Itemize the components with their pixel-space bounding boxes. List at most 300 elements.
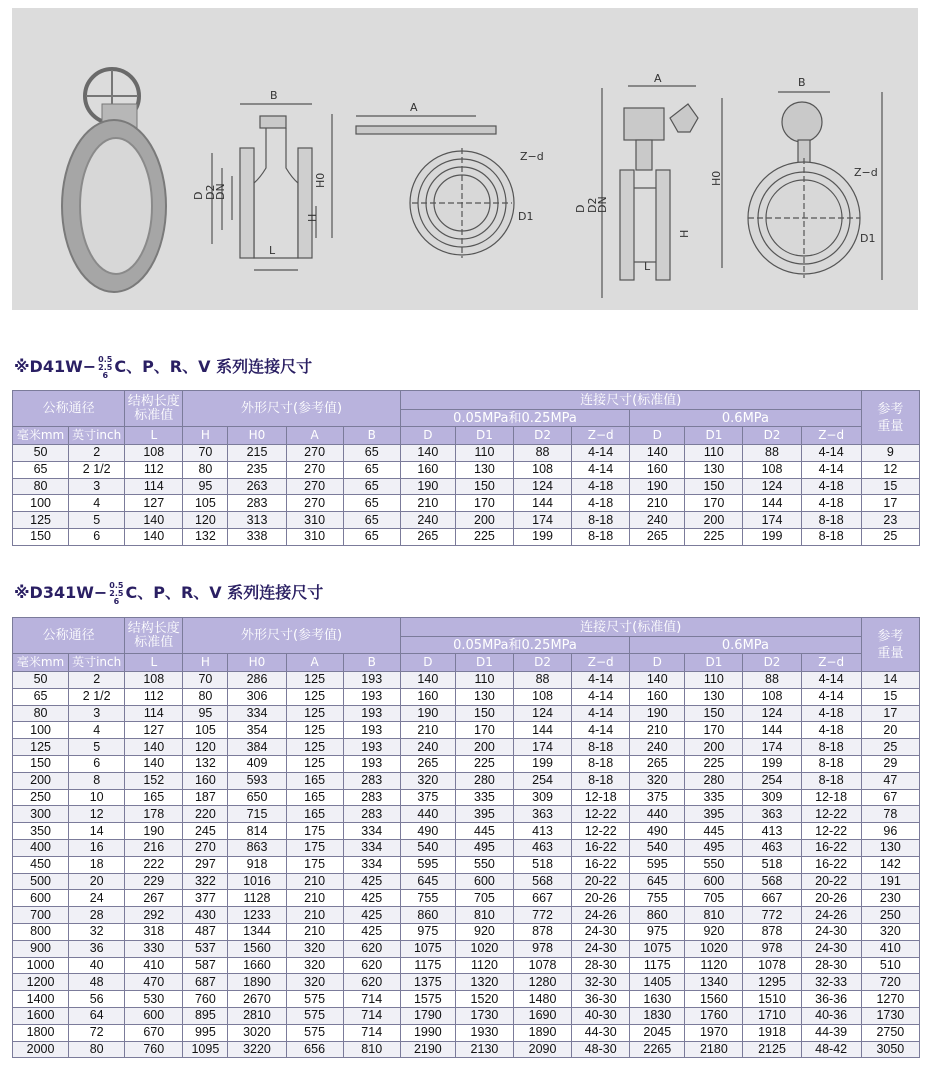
- table-cell: 620: [343, 940, 400, 957]
- header-row-1: [13, 618, 920, 637]
- table-cell: 200: [455, 739, 513, 756]
- table-cell: 70: [183, 445, 228, 462]
- table-cell: 895: [183, 1007, 228, 1024]
- table-cell: 32: [69, 923, 125, 940]
- table-cell: 88: [514, 445, 572, 462]
- table-cell: 144: [743, 495, 801, 512]
- table-cell: 463: [743, 839, 801, 856]
- table-cell: 78: [861, 806, 919, 823]
- table-cell: 20-22: [572, 873, 630, 890]
- table-cell: 363: [743, 806, 801, 823]
- dim-label-h: H: [306, 213, 319, 222]
- table-cell: 2 1/2: [69, 688, 125, 705]
- table-row: [13, 495, 920, 512]
- table-cell: 283: [343, 789, 400, 806]
- table-cell: 174: [743, 512, 801, 529]
- table-cell: 170: [455, 722, 513, 739]
- table-cell: 130: [861, 839, 919, 856]
- table-cell: 32-33: [801, 974, 861, 991]
- table-row: [13, 823, 920, 840]
- table-cell: 540: [630, 839, 685, 856]
- table-cell: 354: [228, 722, 286, 739]
- table-cell: 2670: [228, 991, 286, 1008]
- table-row: [13, 772, 920, 789]
- table-cell: 190: [125, 823, 183, 840]
- table-cell: 318: [125, 923, 183, 940]
- table-row: [13, 907, 920, 924]
- table-cell: 863: [228, 839, 286, 856]
- table-cell: 537: [183, 940, 228, 957]
- header-pressure-low: 0.05MPa和0.25MPa: [400, 410, 629, 427]
- table-cell: 1344: [228, 923, 286, 940]
- table-cell: 687: [183, 974, 228, 991]
- header-col-d: D: [630, 427, 685, 445]
- table-cell: 16-22: [572, 839, 630, 856]
- table-cell: 1560: [228, 940, 286, 957]
- table-cell: 174: [743, 739, 801, 756]
- table-row: [13, 957, 920, 974]
- table-cell: 40-36: [801, 1007, 861, 1024]
- table-cell: 920: [455, 923, 513, 940]
- table-cell: 334: [343, 856, 400, 873]
- table-cell: 16-22: [801, 856, 861, 873]
- table-cell: 144: [514, 722, 572, 739]
- table-cell: 310: [286, 528, 343, 545]
- table-cell: 165: [286, 806, 343, 823]
- table-cell: 160: [400, 461, 455, 478]
- table-cell: 199: [743, 528, 801, 545]
- table-cell: 600: [13, 890, 69, 907]
- table-cell: 199: [514, 755, 572, 772]
- table-cell: 1128: [228, 890, 286, 907]
- table-cell: 130: [455, 461, 513, 478]
- table-cell: 1730: [861, 1007, 919, 1024]
- header-col-zd: Z−d: [801, 427, 861, 445]
- header-row-3: [13, 427, 920, 445]
- table-cell: 220: [183, 806, 228, 823]
- table-row: [13, 839, 920, 856]
- table-cell: 265: [400, 528, 455, 545]
- table-cell: 199: [743, 755, 801, 772]
- pressure-fraction: 0.5 2.5 6: [109, 580, 124, 606]
- table-cell: 270: [286, 461, 343, 478]
- table-cell: 114: [125, 478, 183, 495]
- table-cell: 283: [343, 772, 400, 789]
- table-cell: 108: [514, 461, 572, 478]
- table-cell: 1560: [685, 991, 743, 1008]
- table-row: [13, 445, 920, 462]
- table-cell: 210: [286, 907, 343, 924]
- table-cell: 568: [743, 873, 801, 890]
- table-cell: 65: [343, 512, 400, 529]
- table-cell: 540: [400, 839, 455, 856]
- table-cell: 2: [69, 672, 125, 689]
- table-cell: 335: [455, 789, 513, 806]
- table-cell: 20-26: [572, 890, 630, 907]
- header-col-h0: H0: [228, 427, 286, 445]
- table-row: [13, 974, 920, 991]
- table-cell: 229: [125, 873, 183, 890]
- table-cell: 1280: [514, 974, 572, 991]
- table-cell: 142: [861, 856, 919, 873]
- table-cell: 4-18: [572, 478, 630, 495]
- table-row: [13, 873, 920, 890]
- table-cell: 96: [861, 823, 919, 840]
- table-cell: 410: [861, 940, 919, 957]
- table-cell: 1630: [630, 991, 685, 1008]
- table-cell: 5: [69, 739, 125, 756]
- table-cell: 3220: [228, 1041, 286, 1058]
- table-cell: 170: [685, 722, 743, 739]
- table-cell: 2180: [685, 1041, 743, 1058]
- table-cell: 120: [183, 512, 228, 529]
- table-cell: 65: [343, 528, 400, 545]
- dim-label-l: L: [269, 244, 276, 257]
- table-cell: 250: [861, 907, 919, 924]
- table-cell: 1400: [13, 991, 69, 1008]
- table-cell: 235: [228, 461, 286, 478]
- table-cell: 8-18: [801, 772, 861, 789]
- table-cell: 1175: [630, 957, 685, 974]
- table-cell: 1233: [228, 907, 286, 924]
- dim-label-l-2: L: [644, 260, 651, 273]
- table-cell: 1120: [685, 957, 743, 974]
- table-cell: 80: [183, 688, 228, 705]
- table-cell: 4-14: [801, 445, 861, 462]
- table-cell: 4-14: [801, 672, 861, 689]
- table-cell: 124: [743, 478, 801, 495]
- table-cell: 48-42: [801, 1041, 861, 1058]
- table-cell: 3050: [861, 1041, 919, 1058]
- table-cell: 193: [343, 755, 400, 772]
- table-cell: 125: [286, 739, 343, 756]
- table-cell: 125: [286, 688, 343, 705]
- table-cell: 24-26: [572, 907, 630, 924]
- table-cell: 12-18: [801, 789, 861, 806]
- table-cell: 4-14: [801, 461, 861, 478]
- table-row: [13, 923, 920, 940]
- table-cell: 28: [69, 907, 125, 924]
- table-cell: 292: [125, 907, 183, 924]
- header-col-a: A: [286, 654, 343, 672]
- table-cell: 88: [743, 672, 801, 689]
- table-cell: 132: [183, 755, 228, 772]
- table-cell: 450: [13, 856, 69, 873]
- table-cell: 48-30: [572, 1041, 630, 1058]
- table-cell: 8-18: [572, 772, 630, 789]
- table-cell: 88: [743, 445, 801, 462]
- table-cell: 125: [286, 705, 343, 722]
- table-cell: 12-18: [572, 789, 630, 806]
- table-cell: 300: [13, 806, 69, 823]
- table-cell: 12: [861, 461, 919, 478]
- table-cell: 705: [455, 890, 513, 907]
- table-cell: 313: [228, 512, 286, 529]
- table-cell: 495: [685, 839, 743, 856]
- table-cell: 56: [69, 991, 125, 1008]
- table-cell: 23: [861, 512, 919, 529]
- header-col-a: A: [286, 427, 343, 445]
- table-cell: 263: [228, 478, 286, 495]
- table-cell: 413: [743, 823, 801, 840]
- table-cell: 18: [69, 856, 125, 873]
- table-cell: 165: [125, 789, 183, 806]
- header-outline-size: 外形尺寸(参考值): [183, 391, 400, 427]
- table-cell: 1075: [400, 940, 455, 957]
- table-cell: 250: [13, 789, 69, 806]
- table-cell: 575: [286, 1007, 343, 1024]
- table-cell: 140: [125, 528, 183, 545]
- table-cell: 64: [69, 1007, 125, 1024]
- table-cell: 150: [455, 705, 513, 722]
- header-col-h: H: [183, 427, 228, 445]
- table-cell: 1730: [455, 1007, 513, 1024]
- table-cell: 1510: [743, 991, 801, 1008]
- table-cell: 1575: [400, 991, 455, 1008]
- header-structure-length: 结构长度 标准值: [125, 618, 183, 654]
- table-cell: 100: [13, 722, 69, 739]
- table-cell: 714: [343, 1007, 400, 1024]
- table-cell: 4-14: [801, 688, 861, 705]
- table-cell: 110: [685, 445, 743, 462]
- table-cell: 225: [685, 528, 743, 545]
- table-cell: 306: [228, 688, 286, 705]
- table-cell: 760: [183, 991, 228, 1008]
- table-cell: 1020: [685, 940, 743, 957]
- table-cell: 67: [861, 789, 919, 806]
- table-cell: 193: [343, 739, 400, 756]
- table-cell: 125: [286, 722, 343, 739]
- table-cell: 36-30: [572, 991, 630, 1008]
- table-cell: 5: [69, 512, 125, 529]
- table-cell: 44-39: [801, 1024, 861, 1041]
- table-cell: 24: [69, 890, 125, 907]
- table-cell: 878: [743, 923, 801, 940]
- table-cell: 140: [400, 445, 455, 462]
- table-cell: 150: [455, 478, 513, 495]
- table-cell: 14: [69, 823, 125, 840]
- section-title-d341w: [14, 580, 323, 606]
- table-cell: 1175: [400, 957, 455, 974]
- table-cell: 140: [125, 739, 183, 756]
- table-cell: 108: [743, 461, 801, 478]
- table-cell: 320: [286, 974, 343, 991]
- table-cell: 530: [125, 991, 183, 1008]
- table-cell: 174: [514, 512, 572, 529]
- table-cell: 425: [343, 873, 400, 890]
- table-cell: 2 1/2: [69, 461, 125, 478]
- table-cell: 1760: [685, 1007, 743, 1024]
- table-cell: 190: [400, 705, 455, 722]
- table-cell: 199: [514, 528, 572, 545]
- table-cell: 409: [228, 755, 286, 772]
- table-cell: 600: [685, 873, 743, 890]
- table-cell: 1078: [514, 957, 572, 974]
- table-cell: 36-36: [801, 991, 861, 1008]
- table-cell: 363: [514, 806, 572, 823]
- dim-label-zd-2: Z−d: [854, 166, 878, 179]
- table-cell: 814: [228, 823, 286, 840]
- table-cell: 400: [13, 839, 69, 856]
- table-cell: 334: [343, 839, 400, 856]
- header-col-zd: Z−d: [572, 654, 630, 672]
- table-cell: 918: [228, 856, 286, 873]
- table-cell: 190: [400, 478, 455, 495]
- table-cell: 80: [69, 1041, 125, 1058]
- table-cell: 280: [685, 772, 743, 789]
- table-cell: 283: [343, 806, 400, 823]
- table-cell: 150: [685, 705, 743, 722]
- table-cell: 568: [514, 873, 572, 890]
- table-cell: 132: [183, 528, 228, 545]
- table-cell: 125: [286, 672, 343, 689]
- table-row: [13, 478, 920, 495]
- table-cell: 140: [125, 512, 183, 529]
- table-cell: 8-18: [572, 512, 630, 529]
- table-cell: 12-22: [572, 823, 630, 840]
- title-prefix: ※D341W−: [14, 583, 108, 602]
- table-cell: 265: [400, 755, 455, 772]
- table-cell: 120: [183, 739, 228, 756]
- table-row: [13, 528, 920, 545]
- title-suffix: C、P、R、V 系列连接尺寸: [125, 583, 324, 602]
- table-cell: 254: [743, 772, 801, 789]
- table-cell: 24-30: [801, 940, 861, 957]
- table-cell: 152: [125, 772, 183, 789]
- table-row: [13, 890, 920, 907]
- table-cell: 575: [286, 991, 343, 1008]
- table-cell: 190: [630, 478, 685, 495]
- table-cell: 4-18: [801, 478, 861, 495]
- table-cell: 334: [228, 705, 286, 722]
- table-cell: 280: [455, 772, 513, 789]
- header-col-d1: D1: [455, 654, 513, 672]
- table-cell: 210: [400, 722, 455, 739]
- table-cell: 190: [630, 705, 685, 722]
- table-cell: 425: [343, 907, 400, 924]
- table-cell: 16-22: [572, 856, 630, 873]
- valve-photo: [62, 69, 166, 292]
- table-cell: 975: [630, 923, 685, 940]
- table-cell: 193: [343, 688, 400, 705]
- table-cell: 80: [13, 705, 69, 722]
- table-row: [13, 672, 920, 689]
- table-cell: 72: [69, 1024, 125, 1041]
- table-cell: 395: [455, 806, 513, 823]
- table-cell: 175: [286, 823, 343, 840]
- table-cell: 8-18: [572, 528, 630, 545]
- valve-drawings: [12, 8, 918, 310]
- technical-drawing-panel: [12, 8, 918, 310]
- table-cell: 375: [400, 789, 455, 806]
- table-cell: 1075: [630, 940, 685, 957]
- table-cell: 2265: [630, 1041, 685, 1058]
- table-cell: 193: [343, 705, 400, 722]
- table-cell: 210: [630, 495, 685, 512]
- table-cell: 1120: [455, 957, 513, 974]
- header-structure-length: 结构长度 标准值: [125, 391, 183, 427]
- table-cell: 6: [69, 528, 125, 545]
- table-cell: 320: [630, 772, 685, 789]
- table-cell: 4-18: [801, 722, 861, 739]
- table-cell: 2810: [228, 1007, 286, 1024]
- table-cell: 645: [630, 873, 685, 890]
- table-cell: 3020: [228, 1024, 286, 1041]
- header-pressure-high: 0.6MPa: [630, 637, 861, 654]
- table-cell: 1930: [455, 1024, 513, 1041]
- table-row: [13, 1024, 920, 1041]
- table-cell: 440: [400, 806, 455, 823]
- header-col-b: B: [343, 427, 400, 445]
- gear-front-view-drawing: [748, 92, 882, 280]
- table-cell: 140: [630, 672, 685, 689]
- table-cell: 430: [183, 907, 228, 924]
- header-col-d2: D2: [743, 427, 801, 445]
- table-row: [13, 739, 920, 756]
- table-cell: 12-22: [572, 806, 630, 823]
- header-col-h: H: [183, 654, 228, 672]
- table-cell: 110: [685, 672, 743, 689]
- table-cell: 2000: [13, 1041, 69, 1058]
- table-cell: 600: [125, 1007, 183, 1024]
- table-cell: 975: [400, 923, 455, 940]
- table-cell: 25: [861, 739, 919, 756]
- table-cell: 4-18: [572, 495, 630, 512]
- table-cell: 222: [125, 856, 183, 873]
- table-cell: 1340: [685, 974, 743, 991]
- table-cell: 645: [400, 873, 455, 890]
- table-cell: 125: [13, 512, 69, 529]
- table-cell: 440: [630, 806, 685, 823]
- table-cell: 334: [343, 823, 400, 840]
- table-cell: 1000: [13, 957, 69, 974]
- table-cell: 8-18: [801, 755, 861, 772]
- table-cell: 110: [455, 445, 513, 462]
- table-cell: 1990: [400, 1024, 455, 1041]
- table-cell: 8: [69, 772, 125, 789]
- table-cell: 210: [286, 873, 343, 890]
- table-cell: 995: [183, 1024, 228, 1041]
- top-view-drawing: [356, 116, 514, 258]
- table-cell: 810: [343, 1041, 400, 1058]
- table-cell: 125: [286, 755, 343, 772]
- table-row: [13, 705, 920, 722]
- dim-label-d1-2: D1: [860, 232, 876, 245]
- table-cell: 1800: [13, 1024, 69, 1041]
- table-row: [13, 806, 920, 823]
- table-cell: 165: [286, 789, 343, 806]
- table-row: [13, 991, 920, 1008]
- dim-label-d-2: D: [574, 204, 587, 213]
- header-inch: 英寸inch: [69, 427, 125, 445]
- table-cell: 1020: [455, 940, 513, 957]
- dim-label-dn: DN: [214, 183, 227, 200]
- table-cell: 755: [400, 890, 455, 907]
- dim-label-zd: Z−d: [520, 150, 544, 163]
- table-cell: 425: [343, 923, 400, 940]
- table-cell: 127: [125, 495, 183, 512]
- table-cell: 175: [286, 839, 343, 856]
- table-cell: 8-18: [572, 739, 630, 756]
- table-cell: 80: [183, 461, 228, 478]
- table-cell: 656: [286, 1041, 343, 1058]
- table-cell: 193: [343, 722, 400, 739]
- table-cell: 240: [400, 739, 455, 756]
- table-cell: 330: [125, 940, 183, 957]
- table-cell: 105: [183, 722, 228, 739]
- table-cell: 216: [125, 839, 183, 856]
- table-cell: 4-14: [572, 722, 630, 739]
